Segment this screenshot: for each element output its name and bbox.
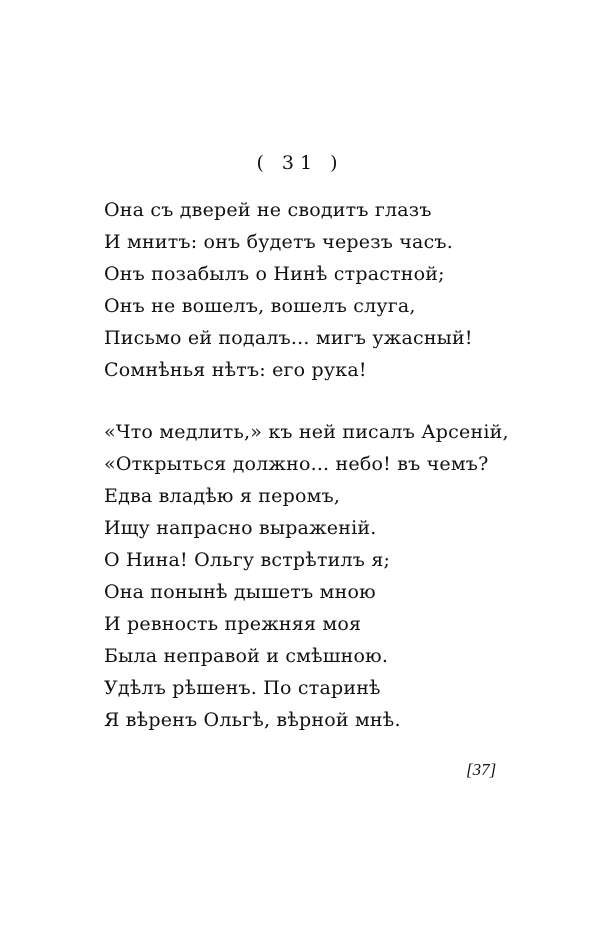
verse-line: О Нина! Ольгу встрѣтилъ я; [104,549,391,571]
verse-line: Была неправой и смѣшною. [104,645,389,667]
verse-line: «Открыться должно... небо! въ чемъ? [104,453,489,475]
verse-line: И мнитъ: онъ будетъ черезъ часъ. [104,231,453,253]
verse-line: Она съ дверей не сводитъ глазъ [104,199,432,221]
stanza-1 [104,194,473,386]
verse-line: Онъ позабылъ о Нинѣ страстной; [104,263,445,285]
verse-line: Письмо ей подалъ... мигъ ужасный! [104,327,473,349]
verse-line: Едва владѣю я перомъ, [104,485,341,507]
verse-line: И ревность прежняя моя [104,613,362,635]
verse-line: «Что медлить,» къ ней писалъ Арсеній, [104,421,509,443]
verse-line: Удѣлъ рѣшенъ. По старинѣ [104,677,381,699]
page-number: ( 31 ) [256,152,344,174]
verse-line: Она понынѣ дышетъ мною [104,581,376,603]
verse-line: Ищу напрасно выраженій. [104,517,377,539]
scan-page-reference: [37] [466,760,497,779]
verse-line: Сомнѣнья нѣтъ: его рука! [104,359,367,381]
verse-line: Я вѣренъ Ольгѣ, вѣрной мнѣ. [104,709,401,731]
stanza-2 [104,416,509,736]
verse-line: Онъ не вошелъ, вошелъ слуга, [104,295,416,317]
